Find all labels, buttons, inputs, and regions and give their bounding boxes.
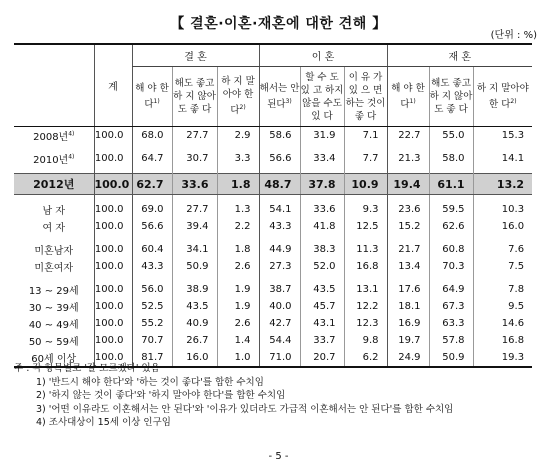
row-label	[14, 174, 94, 195]
footnote-4: 4) 조사대상이 15세 이상 인구임	[36, 417, 171, 428]
cell-value: 20.7	[300, 349, 344, 367]
row-label-text: 40 ~ 49세	[28, 320, 79, 331]
row-label	[14, 332, 94, 349]
row-label	[14, 127, 94, 145]
footnote-2: 2) '하지 않는 것이 좋다'와 '하지 말아야 한다'를 합한 수치임	[36, 390, 286, 401]
cell-value: 55.0	[429, 127, 473, 145]
col-header-label: 해서는 안 된다	[259, 82, 300, 111]
cell-value: 43.5	[172, 298, 217, 315]
cell-value: 2.6	[217, 258, 259, 275]
cell-value: 16.8	[473, 332, 532, 349]
cell-value: 43.3	[259, 218, 300, 235]
cell-value: 52.0	[300, 258, 344, 275]
table-row	[14, 315, 532, 332]
table-row	[14, 298, 532, 315]
cell-value: 100.0	[94, 127, 132, 145]
cell-value: 7.8	[473, 281, 532, 298]
row-header-corner	[14, 44, 94, 127]
row-label-text: 미혼여자	[34, 263, 74, 274]
table-row	[14, 150, 532, 167]
cell-value: 1.4	[217, 332, 259, 349]
table-row	[14, 258, 532, 275]
row-label	[14, 281, 94, 298]
cell-value: 81.7	[132, 349, 172, 367]
cell-value: 60.8	[429, 241, 473, 258]
cell-value: 59.5	[429, 201, 473, 218]
cell-value: 60.4	[132, 241, 172, 258]
page-title: 【 결혼·이혼·재혼에 대한 견해 】	[170, 16, 387, 32]
cell-value: 58.6	[259, 127, 300, 145]
cell-value: 7.7	[344, 150, 387, 167]
cell-value: 100.0	[94, 174, 132, 195]
cell-value: 45.7	[300, 298, 344, 315]
cell-value: 44.9	[259, 241, 300, 258]
cell-value: 7.1	[344, 127, 387, 145]
cell-value: 18.1	[387, 298, 429, 315]
cell-value: 33.4	[300, 150, 344, 167]
col-header-remarriage-3	[473, 67, 532, 127]
cell-value: 27.7	[172, 201, 217, 218]
cell-value: 12.3	[344, 315, 387, 332]
cell-value: 62.6	[429, 218, 473, 235]
cell-value: 9.3	[344, 201, 387, 218]
cell-value: 6.2	[344, 349, 387, 367]
col-header-footnote-mark: 1)	[153, 97, 160, 105]
row-label-text: 30 ~ 39세	[28, 303, 79, 314]
cell-value: 1.8	[217, 241, 259, 258]
cell-value: 21.3	[387, 150, 429, 167]
cell-value: 1.3	[217, 201, 259, 218]
cell-value: 9.5	[473, 298, 532, 315]
cell-value: 64.9	[429, 281, 473, 298]
cell-value: 9.8	[344, 332, 387, 349]
cell-value: 40.0	[259, 298, 300, 315]
cell-value: 19.4	[387, 174, 429, 195]
total-header: 계	[94, 44, 132, 127]
row-label	[14, 218, 94, 235]
cell-value: 56.0	[132, 281, 172, 298]
cell-value: 50.9	[429, 349, 473, 367]
cell-value: 56.6	[259, 150, 300, 167]
cell-value: 7.5	[473, 258, 532, 275]
cell-value: 52.5	[132, 298, 172, 315]
cell-value: 2.6	[217, 315, 259, 332]
col-header-marriage-3	[217, 67, 259, 127]
row-label	[14, 298, 94, 315]
cell-value: 61.1	[429, 174, 473, 195]
cell-value: 56.6	[132, 218, 172, 235]
cell-value: 13.2	[473, 174, 532, 195]
footnote-head: 주 : 각 항목별로 '잘 모르겠다' 있음	[14, 363, 160, 374]
cell-value: 16.8	[344, 258, 387, 275]
cell-value: 40.9	[172, 315, 217, 332]
cell-value: 30.7	[172, 150, 217, 167]
cell-value: 24.9	[387, 349, 429, 367]
cell-value: 33.7	[300, 332, 344, 349]
row-label-text: 2010년	[33, 155, 69, 166]
cell-value: 100.0	[94, 298, 132, 315]
cell-value: 15.3	[473, 127, 532, 145]
group-header-marriage: 결 혼	[132, 44, 259, 67]
cell-value: 63.3	[429, 315, 473, 332]
col-header-remarriage-1	[387, 67, 429, 127]
cell-value: 100.0	[94, 201, 132, 218]
cell-value: 62.7	[132, 174, 172, 195]
table-row	[14, 218, 532, 235]
row-label	[14, 258, 94, 275]
cell-value: 100.0	[94, 241, 132, 258]
row-label-text: 여 자	[42, 223, 65, 234]
cell-value: 17.6	[387, 281, 429, 298]
cell-value: 16.9	[387, 315, 429, 332]
cell-value: 16.0	[473, 218, 532, 235]
cell-value: 38.7	[259, 281, 300, 298]
cell-value: 37.8	[300, 174, 344, 195]
cell-value: 15.2	[387, 218, 429, 235]
group-header-divorce: 이 혼	[259, 44, 387, 67]
cell-value: 14.1	[473, 150, 532, 167]
cell-value: 13.4	[387, 258, 429, 275]
cell-value: 68.0	[132, 127, 172, 145]
cell-value: 7.6	[473, 241, 532, 258]
cell-value: 22.7	[387, 127, 429, 145]
cell-value: 69.0	[132, 201, 172, 218]
cell-value: 64.7	[132, 150, 172, 167]
group-header-remarriage: 재 혼	[387, 44, 532, 67]
col-header-remarriage-2	[429, 67, 473, 127]
cell-value: 43.3	[132, 258, 172, 275]
cell-value: 42.7	[259, 315, 300, 332]
col-header-label: 하 지 말아야 한 다	[221, 76, 255, 117]
cell-value: 16.0	[172, 349, 217, 367]
col-header-label: 해 야 한 다	[135, 82, 169, 111]
cell-value: 55.2	[132, 315, 172, 332]
cell-value: 14.6	[473, 315, 532, 332]
row-label	[14, 315, 94, 332]
row-label	[14, 201, 94, 218]
row-label-text: 2012년	[33, 178, 75, 191]
cell-value: 38.9	[172, 281, 217, 298]
cell-value: 3.3	[217, 150, 259, 167]
col-header-marriage-1	[132, 67, 172, 127]
opinion-table	[14, 43, 532, 368]
cell-value: 10.9	[344, 174, 387, 195]
cell-value: 70.3	[429, 258, 473, 275]
cell-value: 50.9	[172, 258, 217, 275]
cell-value: 54.1	[259, 201, 300, 218]
row-label	[14, 241, 94, 258]
cell-value: 2.9	[217, 127, 259, 145]
col-header-label: 해도 좋고 하 지 않아도 좋 다	[173, 78, 216, 115]
col-header-divorce-2	[300, 67, 344, 127]
cell-value: 57.8	[429, 332, 473, 349]
cell-value: 41.8	[300, 218, 344, 235]
cell-value: 38.3	[300, 241, 344, 258]
cell-value: 58.0	[429, 150, 473, 167]
table-row	[14, 174, 532, 195]
cell-value: 1.9	[217, 281, 259, 298]
cell-value: 1.8	[217, 174, 259, 195]
cell-value: 100.0	[94, 349, 132, 367]
table-row	[14, 127, 532, 145]
row-label-text: 남 자	[42, 206, 65, 217]
col-header-label: 하 지 말아야 한 다	[476, 82, 529, 111]
table-row	[14, 332, 532, 349]
unit-label: (단위 : %)	[490, 30, 537, 41]
cell-value: 100.0	[94, 218, 132, 235]
page-number: - 5 -	[268, 451, 289, 462]
cell-value: 100.0	[94, 281, 132, 298]
table-row	[14, 241, 532, 258]
cell-value: 39.4	[172, 218, 217, 235]
cell-value: 67.3	[429, 298, 473, 315]
cell-value: 33.6	[300, 201, 344, 218]
col-header-footnote-mark: 3)	[285, 97, 292, 105]
col-header-label: 해도 좋고 하 지 않아도 좋 다	[429, 78, 473, 115]
cell-value: 100.0	[94, 315, 132, 332]
cell-value: 71.0	[259, 349, 300, 367]
cell-value: 100.0	[94, 258, 132, 275]
cell-value: 27.7	[172, 127, 217, 145]
cell-value: 12.2	[344, 298, 387, 315]
cell-value: 1.0	[217, 349, 259, 367]
row-label-text: 2008년	[33, 132, 69, 143]
col-header-label: 이 유 가 있 으 면 하는 것이 좋 다	[345, 71, 386, 122]
cell-value: 10.3	[473, 201, 532, 218]
col-header-footnote-mark: 2)	[510, 97, 517, 105]
col-header-label: 해 야 한 다	[391, 82, 425, 111]
row-label-text: 미혼남자	[34, 246, 74, 257]
cell-value: 21.7	[387, 241, 429, 258]
cell-value: 13.1	[344, 281, 387, 298]
cell-value: 48.7	[259, 174, 300, 195]
cell-value: 11.3	[344, 241, 387, 258]
footnote-3: 3) '어떤 이유라도 이혼해서는 안 된다'와 '이유가 있더라도 가급적 이혼해서는 안 된다'를 합한 수치임	[36, 403, 454, 415]
cell-value: 2.2	[217, 218, 259, 235]
cell-value: 12.5	[344, 218, 387, 235]
col-header-divorce-3	[344, 67, 387, 127]
col-header-marriage-2	[172, 67, 217, 127]
cell-value: 100.0	[94, 332, 132, 349]
col-header-footnote-mark: 2)	[239, 104, 246, 112]
cell-value: 70.7	[132, 332, 172, 349]
cell-value: 43.1	[300, 315, 344, 332]
table-row	[14, 201, 532, 218]
cell-value: 19.3	[473, 349, 532, 367]
row-footnote-mark: 4)	[68, 153, 75, 161]
row-label	[14, 150, 94, 167]
col-header-divorce-1	[259, 67, 300, 127]
cell-value: 31.9	[300, 127, 344, 145]
cell-value: 34.1	[172, 241, 217, 258]
table-row	[14, 281, 532, 298]
row-footnote-mark: 4)	[68, 130, 75, 138]
row-label-text: 60세 이상	[31, 354, 77, 365]
col-header-footnote-mark: 1)	[409, 97, 416, 105]
row-label-text: 50 ~ 59세	[28, 337, 79, 348]
cell-value: 100.0	[94, 150, 132, 167]
cell-value: 19.7	[387, 332, 429, 349]
footnotes	[14, 362, 453, 430]
col-header-label: 할 수 도 있 고 하지 않을 수도 있 다	[300, 71, 344, 122]
cell-value: 1.9	[217, 298, 259, 315]
row-label-text: 13 ~ 29세	[28, 286, 79, 297]
cell-value: 43.5	[300, 281, 344, 298]
cell-value: 54.4	[259, 332, 300, 349]
footnote-1: 1) '반드시 해야 한다'와 '하는 것이 좋다'를 합한 수치임	[36, 376, 264, 388]
cell-value: 23.6	[387, 201, 429, 218]
cell-value: 33.6	[172, 174, 217, 195]
cell-value: 26.7	[172, 332, 217, 349]
cell-value: 27.3	[259, 258, 300, 275]
